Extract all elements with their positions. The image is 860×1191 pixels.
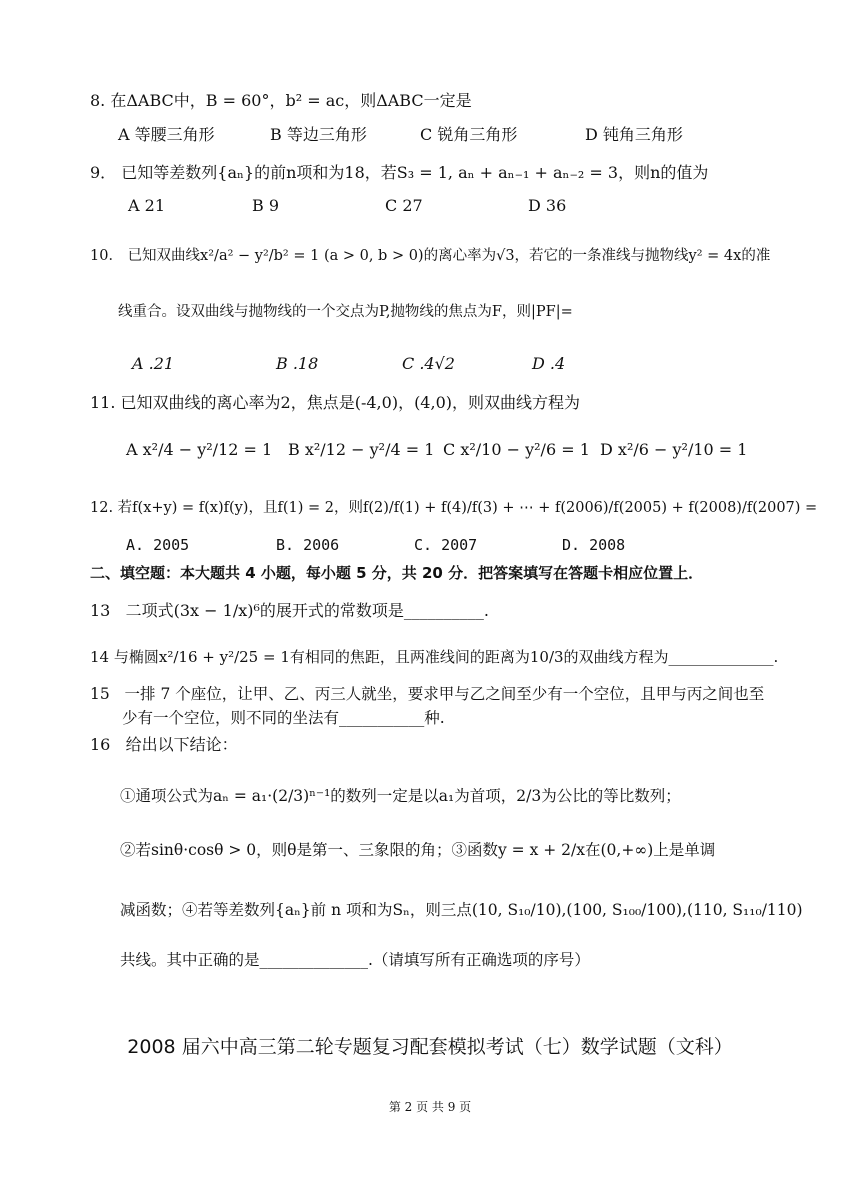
q9-option-b: B 9 [252,196,280,215]
question-10 [90,244,770,265]
question-11-number: 11. [90,393,116,412]
question-8 [90,88,472,111]
q9-option-c: C 27 [385,196,423,215]
question-16-intro: 给出以下结论： [125,735,238,754]
q11-option-c: C x²/10 − y²/6 = 1 [443,440,590,459]
q8-option-d: D 钝角三角形 [585,125,683,144]
q11-option-a: A x²/4 − y²/12 = 1 [126,440,273,459]
q9-option-d: D 36 [528,196,567,215]
question-13-text: 二项式(3x − 1/x)⁶的展开式的常数项是__________. [125,601,489,620]
q8-option-c: C 锐角三角形 [420,125,518,144]
question-8-number: 8. [90,91,106,110]
q10-option-c: C .4√2 [402,354,455,373]
q9-option-a: A 21 [128,196,165,215]
question-10-line-2: 线重合。设双曲线与抛物线的一个交点为P,抛物线的焦点为F，则|PF|= [118,304,573,320]
question-13-number: 13 [90,601,111,620]
q12-option-a: A. 2005 [126,536,190,554]
question-16-statement-4: 共线。其中正确的是______________.（请填写所有正确选项的序号） [120,951,590,969]
question-15 [90,682,764,704]
question-16-statement-2: ②若sinθ·cosθ > 0，则θ是第一、三象限的角；③函数y = x + 2/x在(0,+∞)上是单调 [120,841,716,859]
q8-option-b: B 等边三角形 [270,125,367,144]
question-14 [90,646,778,667]
question-16-statement-1: ①通项公式为aₙ = a₁·(2/3)ⁿ⁻¹的数列一定是以a₁为首项，2/3为公比的等比数列； [120,787,681,805]
question-15-line-2: 少有一个空位，则不同的坐法有___________种. [122,709,445,727]
q12-option-b: B. 2006 [276,536,340,554]
section-2-heading: 二、填空题：本大题共 4 小题，每小题 5 分，共 20 分．把答案填写在答题卡相应位置上． [90,564,704,582]
q10-option-d: D .4 [532,354,566,373]
question-16-number: 16 [90,735,111,754]
q11-option-b: B x²/12 − y²/4 = 1 [288,440,435,459]
question-15-number: 15 [90,685,110,703]
question-12-number: 12. [90,500,114,516]
question-12-text: 若f(x+y) = f(x)f(y)，且f(1) = 2，则f(2)/f(1) + f(4)/f(3) + ⋯ + f(2006)/f(2005) + f(2008)/f(2007) = [117,500,818,516]
question-9-text: 已知等差数列{aₙ}的前n项和为18，若S₃ = 1, aₙ + aₙ₋₁ + aₙ₋₂ = 3，则n的值为 [121,163,709,182]
question-10-number: 10． [90,248,123,264]
question-9-number: 9． [90,163,117,182]
question-11 [90,390,580,413]
question-11-text: 已知双曲线的离心率为2，焦点是(-4,0)，(4,0)，则双曲线方程为 [120,393,580,412]
question-12 [90,496,817,517]
question-10-line-1: 已知双曲线x²/a² − y²/b² = 1 (a > 0, b > 0)的离心率为√3，若它的一条准线与抛物线y² = 4x的准 [127,248,771,264]
question-15-line-1: 一排 7 个座位，让甲、乙、丙三人就坐，要求甲与乙之间至少有一个空位，且甲与丙之间也至 [124,685,765,703]
exam-title: 2008 届六中高三第二轮专题复习配套模拟考试（七）数学试题（文科） [127,1036,733,1058]
page-footer: 第 2 页 共 9 页 [388,1100,472,1114]
question-14-text: 与椭圆x²/16 + y²/25 = 1有相同的焦距，且两准线间的距离为10/3的双曲线方程为______________. [113,648,779,666]
question-16-statement-3: 减函数；④若等差数列{aₙ}前 n 项和为Sₙ，则三点(10, S₁₀/10),(100, S₁₀₀/100),(110, S₁₁₀/110) [120,901,803,919]
q11-option-d: D x²/6 − y²/10 = 1 [600,440,748,459]
question-13 [90,598,489,621]
question-16 [90,732,238,755]
q8-option-a: A 等腰三角形 [118,125,215,144]
q12-option-c: C. 2007 [414,536,478,554]
q10-option-a: A .21 [132,354,175,373]
question-8-text: 在ΔABC中，B = 60°，b² = ac，则ΔABC一定是 [110,91,472,110]
q12-option-d: D. 2008 [562,536,626,554]
question-9 [90,160,708,183]
question-14-number: 14 [90,648,110,666]
q10-option-b: B .18 [276,354,319,373]
